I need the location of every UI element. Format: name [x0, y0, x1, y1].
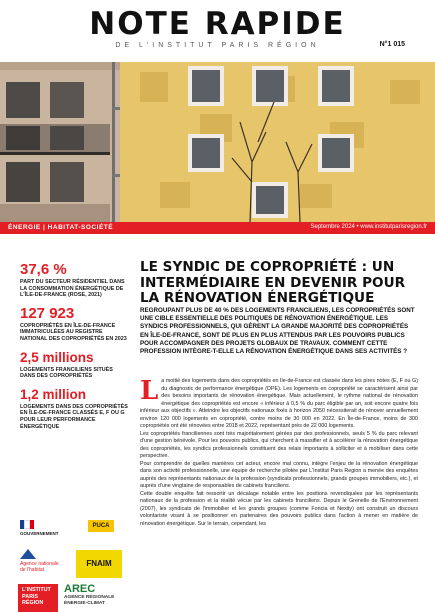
stat-value: 127 923: [20, 304, 75, 322]
stat-value: 1,2 million: [20, 386, 87, 402]
stat-label: LOGEMENTS FRANCILIENS SITUÉS DANS DES COPROPRIÉTÉS: [20, 366, 113, 380]
puca-logo: PUCA: [88, 520, 114, 532]
publication-title: NOTE RAPIDE: [89, 6, 346, 42]
arec-subtitle: AGENCE RÉGIONALE ÉNERGIE-CLIMAT: [64, 595, 115, 606]
body-paragraph: Les copropriétés franciliennes sont très majoritairement gérées par des professionnels, seuls 5 % du parc relevant d'une gestion bénévole. Pour les pouvoirs publics, qui cherchent à massifier et à accélérer la rénovation énergétique des copropriétés, les syndics professionnels constituent des relais importants à solliciter et à mobiliser dans cette perspective.: [140, 430, 418, 459]
arec-logo: [64, 584, 128, 606]
arec-name: AREC: [64, 583, 96, 595]
anah-logo: [20, 549, 60, 573]
stat-label: LOGEMENTS DANS DES COPROPRIÉTÉS EN ÎLE-DE-FRANCE CLASSÉS E, F OU G POUR LEUR PERFORMANCE ÉNERGÉTIQUE: [20, 403, 128, 430]
article-lede: REGROUPANT PLUS DE 40 % DES LOGEMENTS FRANCILIENS, LES COPROPRIÉTÉS SONT UNE CIBLE ESSENTIELLE DES POLITIQUES DE RÉNOVATION ÉNERGÉTIQUE. LES SYNDICS PROFESSIONNELS, QUI GÈRENT LA GRANDE MAJORITÉ DES COPROPRIÉTÉS EN ÎLE-DE-FRANCE, SONT DE PLUS EN PLUS ATTENDUS PAR LES POUVOIRS PUBLICS POUR ACCOMPAGNER DES PROJETS GLOBAUX DE TRAVAUX. COMMENT CETTE PROFESSION INTÈGRE-T-ELLE LA RÉNOVATION ÉNERGÉTIQUE DANS SES ACTIVITÉS ?: [140, 307, 415, 356]
stat-item: [20, 387, 128, 430]
stat-item: [20, 262, 128, 299]
building-facade-image: [0, 62, 435, 222]
cover-photo: [0, 62, 435, 222]
french-flag-icon: [20, 520, 34, 529]
partner-logos: [18, 520, 128, 610]
gouvernement-label: GOUVERNEMENT: [20, 531, 59, 536]
publication-subtitle: DE L'INSTITUT PARIS RÉGION: [115, 42, 320, 49]
body-paragraph: Cette double enquête fait ressortir un décalage notable entre les positions revendiquées par les représentants nationaux de la profession et la réalité vécue par les cabinets franciliens. Depuis le Grenelle de l'Environnement (2007), les syndicats de l'immobilier et les grands groupes (comme Foncia et Nexity) ont construit un discours volontariste visant à se positionner en partenaires des pouvoirs publics dans l'action à mener en matière de rénovation énergétique. Sur le terrain, cependant, les: [140, 490, 418, 527]
gouvernement-logo: [20, 520, 59, 536]
drop-cap: L: [140, 378, 159, 406]
section-category: ÉNERGIE | HABITAT-SOCIÉTÉ: [8, 224, 114, 231]
article-headline: LE SYNDIC DE COPROPRIÉTÉ : UN INTERMÉDIAIRE EN DEVENIR POUR LA RÉNOVATION ÉNERGÉTIQUE: [140, 259, 406, 306]
body-paragraph: a moitié des logements dans des copropriétés en Île-de-France est classée dans les pires notes (E, F ou G) du diagnostic de performance énergétique (DPE). Les logements en copropriété se caractérisent ainsi par des besoins importants de rénovation énergétique. Mais actuellement, le rythme national de rénovation énergétique des copropriétés est encore « inférieur à 0,5 % du parc éligible par an, soit encore quatre fois inférieur aux objectifs ». Atteindre les objectifs nationaux fixés à horizon 2050 nécessiterait de rénover annuellement environ 120 000 logements en copropriété, contre moins de 30 000 en 2022. En Île-de-France, moins de 300 copropriétés ont été rénovées entre 2018 et 2022, représentant près de 22 000 logements.: [140, 378, 418, 429]
masthead: [0, 0, 435, 60]
publication-date-website: Septembre 2024 • www.institutparisregion.fr: [310, 224, 427, 230]
article-body: [140, 378, 418, 610]
stat-item: [20, 306, 128, 343]
fnaim-logo: FNAIM: [76, 550, 122, 578]
issue-number: N°1 015: [379, 41, 405, 48]
anah-label: Agence nationale de l'habitat: [20, 561, 59, 573]
stat-value: 37,6 %: [20, 261, 67, 278]
section-bar: [0, 222, 435, 234]
stat-label: COPROPRIÉTÉS EN ÎLE-DE-FRANCE IMMATRICULÉES AU REGISTRE NATIONAL DES COPROPRIÉTÉS EN 2023: [20, 322, 127, 342]
house-icon: [20, 549, 36, 559]
stat-item: [20, 350, 128, 380]
institut-paris-region-logo: L'INSTITUT PARIS RÉGION: [18, 584, 58, 612]
body-paragraph: Pour comprendre de quelles manières cet acteur, encore mal connu, intègre l'enjeu de la rénovation énergétique dans son activité professionnelle, une équipe de recherche pilotée par L'Institut Paris Region a menée des enquêtes auprès des représentants nationaux de la profession (syndicats professionnels, grands groupes immobiliers, etc.), et auprès d'une vingtaine de responsables de cabinets franciliens.: [140, 460, 418, 489]
stat-value: 2,5 millions: [20, 349, 94, 365]
stat-label: PART DU SECTEUR RÉSIDENTIEL DANS LA CONSOMMATION ÉNERGÉTIQUE DE L'ÎLE-DE-FRANCE (ROSE, 2021): [20, 279, 125, 299]
key-figures: [20, 262, 128, 437]
